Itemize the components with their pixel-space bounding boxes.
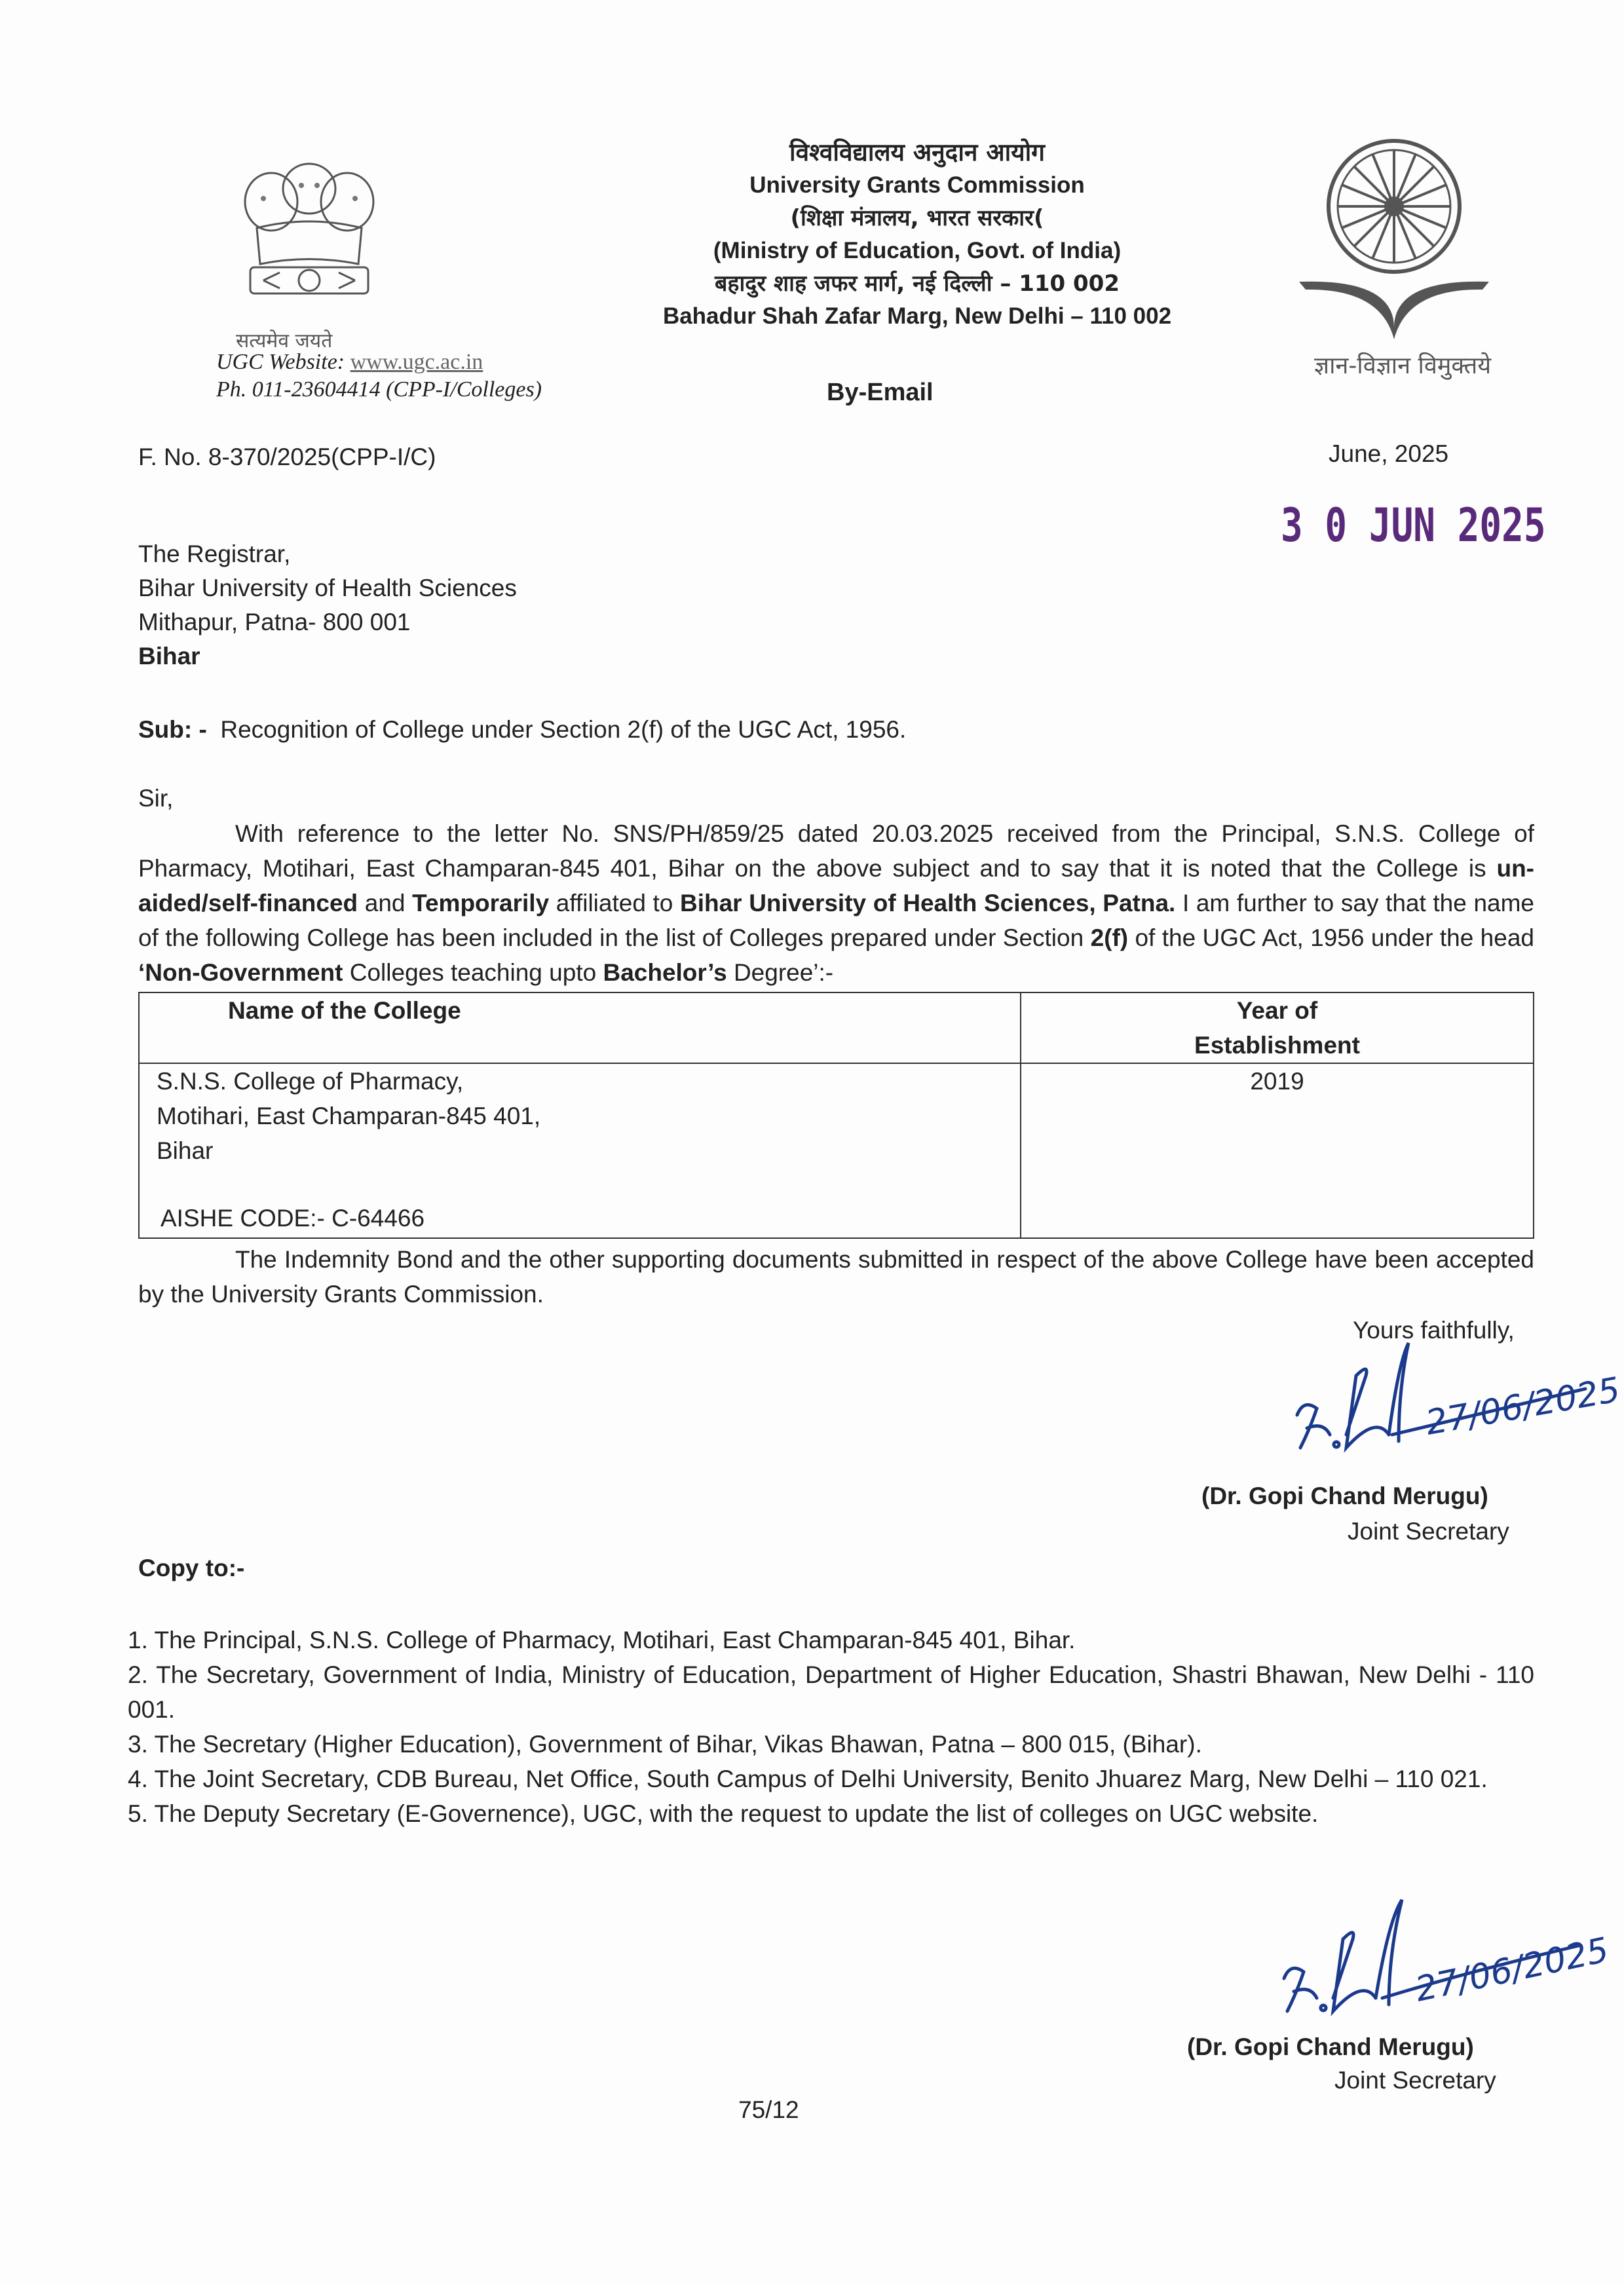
column-header-year-line2: Establishment (1194, 1032, 1360, 1059)
website-label: UGC Website: (216, 350, 345, 374)
subject-line (138, 713, 906, 747)
copy-recipient: 3. The Secretary (Higher Education), Government of Bihar, Vikas Bhawan, Patna – 800 015, (Bihar). (128, 1731, 1202, 1758)
column-header-year-line1: Year of (1236, 997, 1318, 1024)
copy-to-label: Copy to:- (138, 1555, 245, 1581)
body-text: With reference to the letter No. SNS/PH/859/25 dated 20.03.2025 received from the Principal, S.N.S. College of Pharmacy, Motihari, East Champaran-845 401, Bihar on the above subject and to say that it is noted that the College is (138, 820, 1534, 882)
addressee-line: Bihar (138, 643, 200, 670)
college-name-cell (139, 1063, 1021, 1238)
closing-text: The Indemnity Bond and the other supporting documents submitted in respect of the above College have been accepted by the University Grants Commission. (138, 1246, 1534, 1308)
column-header-year (1021, 992, 1534, 1063)
subject-label: Sub: - (138, 716, 207, 743)
signature-2-date: 27/06/2025 (1412, 1930, 1612, 2010)
body-text: and (358, 890, 413, 916)
ugc-phone: Ph. 011-23604414 (CPP-I/Colleges) (216, 377, 542, 402)
national-emblem (211, 149, 407, 330)
body-text: Colleges teaching upto (343, 959, 603, 986)
signature-date: 27/06/2025 (1422, 1370, 1623, 1443)
body-emphasis: Temporarily (412, 890, 550, 916)
handwritten-signature-icon (1284, 1336, 1623, 1494)
body-emphasis: Bihar University of Health Sciences, Patna. (680, 890, 1176, 916)
lion-capital-icon (211, 149, 407, 330)
org-address: Bahadur Shah Zafar Marg, New Delhi – 110 002 (662, 303, 1172, 329)
copy-recipient: 2. The Secretary, Government of India, Ministry of Education, Department of Higher Education, Shastri Bhawan, New Delhi - 110 001. (128, 1661, 1534, 1723)
file-number: F. No. 8-370/2025(CPP-I/C) (138, 444, 436, 470)
ugc-chakra-icon (1296, 131, 1492, 347)
letterhead-center (603, 136, 1232, 333)
signatory-2-title: Joint Secretary (1334, 2067, 1496, 2094)
addressee (138, 537, 517, 673)
copy-to-list (128, 1623, 1534, 1831)
copy-recipient: 1. The Principal, S.N.S. College of Pharmacy, Motihari, East Champaran-845 401, Bihar. (128, 1627, 1076, 1653)
addressee-line: Bihar University of Health Sciences (138, 575, 517, 601)
body-text: I am further to say that the name of the following College has been included in the list of Colleges prepared under Section (138, 890, 1534, 951)
signatory-2-name: (Dr. Gopi Chand Merugu) (1187, 2033, 1474, 2060)
ugc-motto: ज्ञान-विज्ञान विमुक्तये (1314, 352, 1492, 379)
signatory-name: (Dr. Gopi Chand Merugu) (1201, 1482, 1488, 1509)
closing-phrase: Yours faithfully, (1353, 1317, 1515, 1344)
hindi-address: बहादुर शाह जफर मार्ग, नई दिल्ली – 110 002 (714, 271, 1120, 297)
column-header-name: Name of the College (139, 992, 1021, 1063)
signature (1284, 1336, 1623, 1494)
closing-paragraph (138, 1242, 1534, 1312)
college-name-line: Bihar (157, 1137, 214, 1164)
ministry: (Ministry of Education, Govt. of India) (713, 238, 1122, 263)
addressee-line: Mithapur, Patna- 800 001 (138, 609, 411, 635)
letter-date: June, 2025 (1329, 440, 1449, 467)
body-text: affiliated to (549, 890, 680, 916)
signatory-title: Joint Secretary (1348, 1518, 1509, 1545)
aishe-code: AISHE CODE:- C-64466 (161, 1205, 425, 1232)
subject-text: Recognition of College under Section 2(f) of the UGC Act, 1956. (220, 716, 907, 743)
ugc-logo (1296, 131, 1492, 347)
body-text: Degree’:- (727, 959, 834, 986)
hindi-org-name: विश्वविद्यालय अनुदान आयोग (789, 138, 1046, 166)
college-name-line: S.N.S. College of Pharmacy, (157, 1068, 464, 1095)
table-header-row (139, 992, 1534, 1063)
ugc-website (216, 349, 483, 376)
body-emphasis: 2(f) (1090, 924, 1129, 951)
salutation: Sir, (138, 785, 174, 812)
received-date-stamp: 3 0 JUN 2025 (1281, 499, 1546, 552)
delivery-mode: By-Email (827, 379, 934, 406)
table-row (139, 1063, 1534, 1238)
body-emphasis: ‘Non-Government (138, 959, 343, 986)
college-table (138, 992, 1534, 1239)
body-emphasis: un-aided/self-financed (138, 855, 1534, 916)
body-paragraph (138, 816, 1534, 990)
page-reference: 75/12 (738, 2096, 799, 2123)
website-link[interactable]: www.ugc.ac.in (350, 350, 483, 374)
copy-recipient: 4. The Joint Secretary, CDB Bureau, Net Office, South Campus of Delhi University, Benito Jhuarez Marg, New Delhi – 110 021. (128, 1766, 1488, 1792)
copy-recipient: 5. The Deputy Secretary (E-Governence), UGC, with the request to update the list of colleges on UGC website. (128, 1800, 1319, 1827)
emblem-motto: सत्यमेव जयते (236, 330, 333, 352)
college-name-line: Motihari, East Champaran-845 401, (157, 1103, 541, 1129)
body-text: of the UGC Act, 1956 under the head (1128, 924, 1534, 951)
body-emphasis: Bachelor’s (603, 959, 727, 986)
year-established-cell: 2019 (1021, 1063, 1534, 1238)
hindi-ministry: (शिक्षा मंत्रालय, भारत सरकार( (790, 205, 1044, 231)
addressee-line: The Registrar, (138, 540, 291, 567)
org-name: University Grants Commission (749, 172, 1085, 198)
